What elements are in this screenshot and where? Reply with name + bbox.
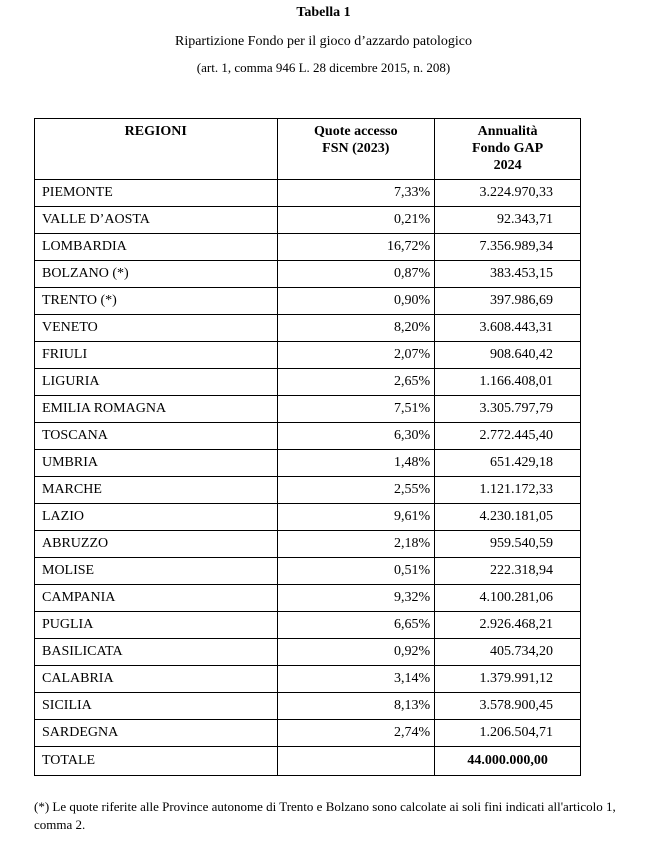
table-row	[35, 261, 581, 288]
table-row	[35, 288, 581, 315]
region-quota: 3,14%	[277, 666, 435, 693]
table-row	[35, 666, 581, 693]
table-row	[35, 639, 581, 666]
region-amount: 1.166.408,01	[435, 369, 581, 396]
region-amount: 959.540,59	[435, 531, 581, 558]
region-quota: 2,55%	[277, 477, 435, 504]
region-quota: 2,18%	[277, 531, 435, 558]
region-amount: 383.453,15	[435, 261, 581, 288]
region-name: BOLZANO (*)	[35, 261, 278, 288]
region-quota: 9,61%	[277, 504, 435, 531]
region-amount: 651.429,18	[435, 450, 581, 477]
region-amount: 2.772.445,40	[435, 423, 581, 450]
region-name: VALLE D’AOSTA	[35, 207, 278, 234]
table-row	[35, 234, 581, 261]
region-quota: 7,51%	[277, 396, 435, 423]
region-amount: 92.343,71	[435, 207, 581, 234]
region-amount: 1.206.504,71	[435, 720, 581, 747]
region-amount: 3.608.443,31	[435, 315, 581, 342]
region-quota: 0,87%	[277, 261, 435, 288]
region-name: TRENTO (*)	[35, 288, 278, 315]
table-row	[35, 504, 581, 531]
region-amount: 397.986,69	[435, 288, 581, 315]
region-name: UMBRIA	[35, 450, 278, 477]
region-amount: 908.640,42	[435, 342, 581, 369]
region-name: VENETO	[35, 315, 278, 342]
table-row	[35, 531, 581, 558]
region-amount: 4.100.281,06	[435, 585, 581, 612]
region-name: BASILICATA	[35, 639, 278, 666]
region-amount: 3.578.900,45	[435, 693, 581, 720]
region-quota: 7,33%	[277, 180, 435, 207]
region-name: MARCHE	[35, 477, 278, 504]
table-row	[35, 207, 581, 234]
region-amount: 3.305.797,79	[435, 396, 581, 423]
region-name: FRIULI	[35, 342, 278, 369]
table-title: Ripartizione Fondo per il gioco d’azzardo patologico	[174, 34, 473, 49]
legal-reference: (art. 1, comma 946 L. 28 dicembre 2015, n. 208)	[196, 60, 451, 75]
region-amount: 405.734,20	[435, 639, 581, 666]
table-row	[35, 558, 581, 585]
region-quota: 2,07%	[277, 342, 435, 369]
region-quota: 0,90%	[277, 288, 435, 315]
region-name: LOMBARDIA	[35, 234, 278, 261]
table-row	[35, 585, 581, 612]
table-row	[35, 450, 581, 477]
table-row	[35, 720, 581, 747]
region-amount: 1.379.991,12	[435, 666, 581, 693]
table-row	[35, 342, 581, 369]
table-row	[35, 315, 581, 342]
region-quota: 9,32%	[277, 585, 435, 612]
region-name: CAMPANIA	[35, 585, 278, 612]
region-amount: 2.926.468,21	[435, 612, 581, 639]
col-header-regioni: REGIONI	[35, 119, 278, 180]
allocation-table	[34, 118, 581, 776]
region-name: ABRUZZO	[35, 531, 278, 558]
total-label: TOTALE	[35, 747, 278, 776]
region-amount: 1.121.172,33	[435, 477, 581, 504]
total-quota-empty	[277, 747, 435, 776]
table-header-row	[35, 119, 581, 180]
region-name: PIEMONTE	[35, 180, 278, 207]
region-quota: 8,13%	[277, 693, 435, 720]
region-amount: 4.230.181,05	[435, 504, 581, 531]
table-label: Tabella 1	[296, 5, 351, 20]
region-name: PUGLIA	[35, 612, 278, 639]
total-amount: 44.000.000,00	[435, 747, 581, 776]
region-quota: 0,92%	[277, 639, 435, 666]
region-name: EMILIA ROMAGNA	[35, 396, 278, 423]
region-quota: 6,30%	[277, 423, 435, 450]
region-name: CALABRIA	[35, 666, 278, 693]
region-quota: 8,20%	[277, 315, 435, 342]
table-row	[35, 612, 581, 639]
region-amount: 222.318,94	[435, 558, 581, 585]
region-name: SARDEGNA	[35, 720, 278, 747]
col-header-quote: Quote accesso FSN (2023)	[277, 119, 435, 180]
region-quota: 0,51%	[277, 558, 435, 585]
table-row	[35, 369, 581, 396]
region-name: LIGURIA	[35, 369, 278, 396]
total-row	[35, 747, 581, 776]
table-row	[35, 180, 581, 207]
region-name: LAZIO	[35, 504, 278, 531]
region-quota: 2,74%	[277, 720, 435, 747]
region-quota: 6,65%	[277, 612, 435, 639]
table-row	[35, 477, 581, 504]
region-quota: 2,65%	[277, 369, 435, 396]
region-amount: 3.224.970,33	[435, 180, 581, 207]
region-quota: 16,72%	[277, 234, 435, 261]
col-header-annualita: Annualità Fondo GAP 2024	[435, 119, 581, 180]
region-name: TOSCANA	[35, 423, 278, 450]
table-row	[35, 396, 581, 423]
table-row	[35, 693, 581, 720]
footnote: (*) Le quote riferite alle Province autonome di Trento e Bolzano sono calcolate ai soli fini indicati all'articolo 1, comma 2.	[34, 799, 616, 832]
region-amount: 7.356.989,34	[435, 234, 581, 261]
region-name: MOLISE	[35, 558, 278, 585]
region-quota: 0,21%	[277, 207, 435, 234]
table-row	[35, 423, 581, 450]
region-name: SICILIA	[35, 693, 278, 720]
region-quota: 1,48%	[277, 450, 435, 477]
